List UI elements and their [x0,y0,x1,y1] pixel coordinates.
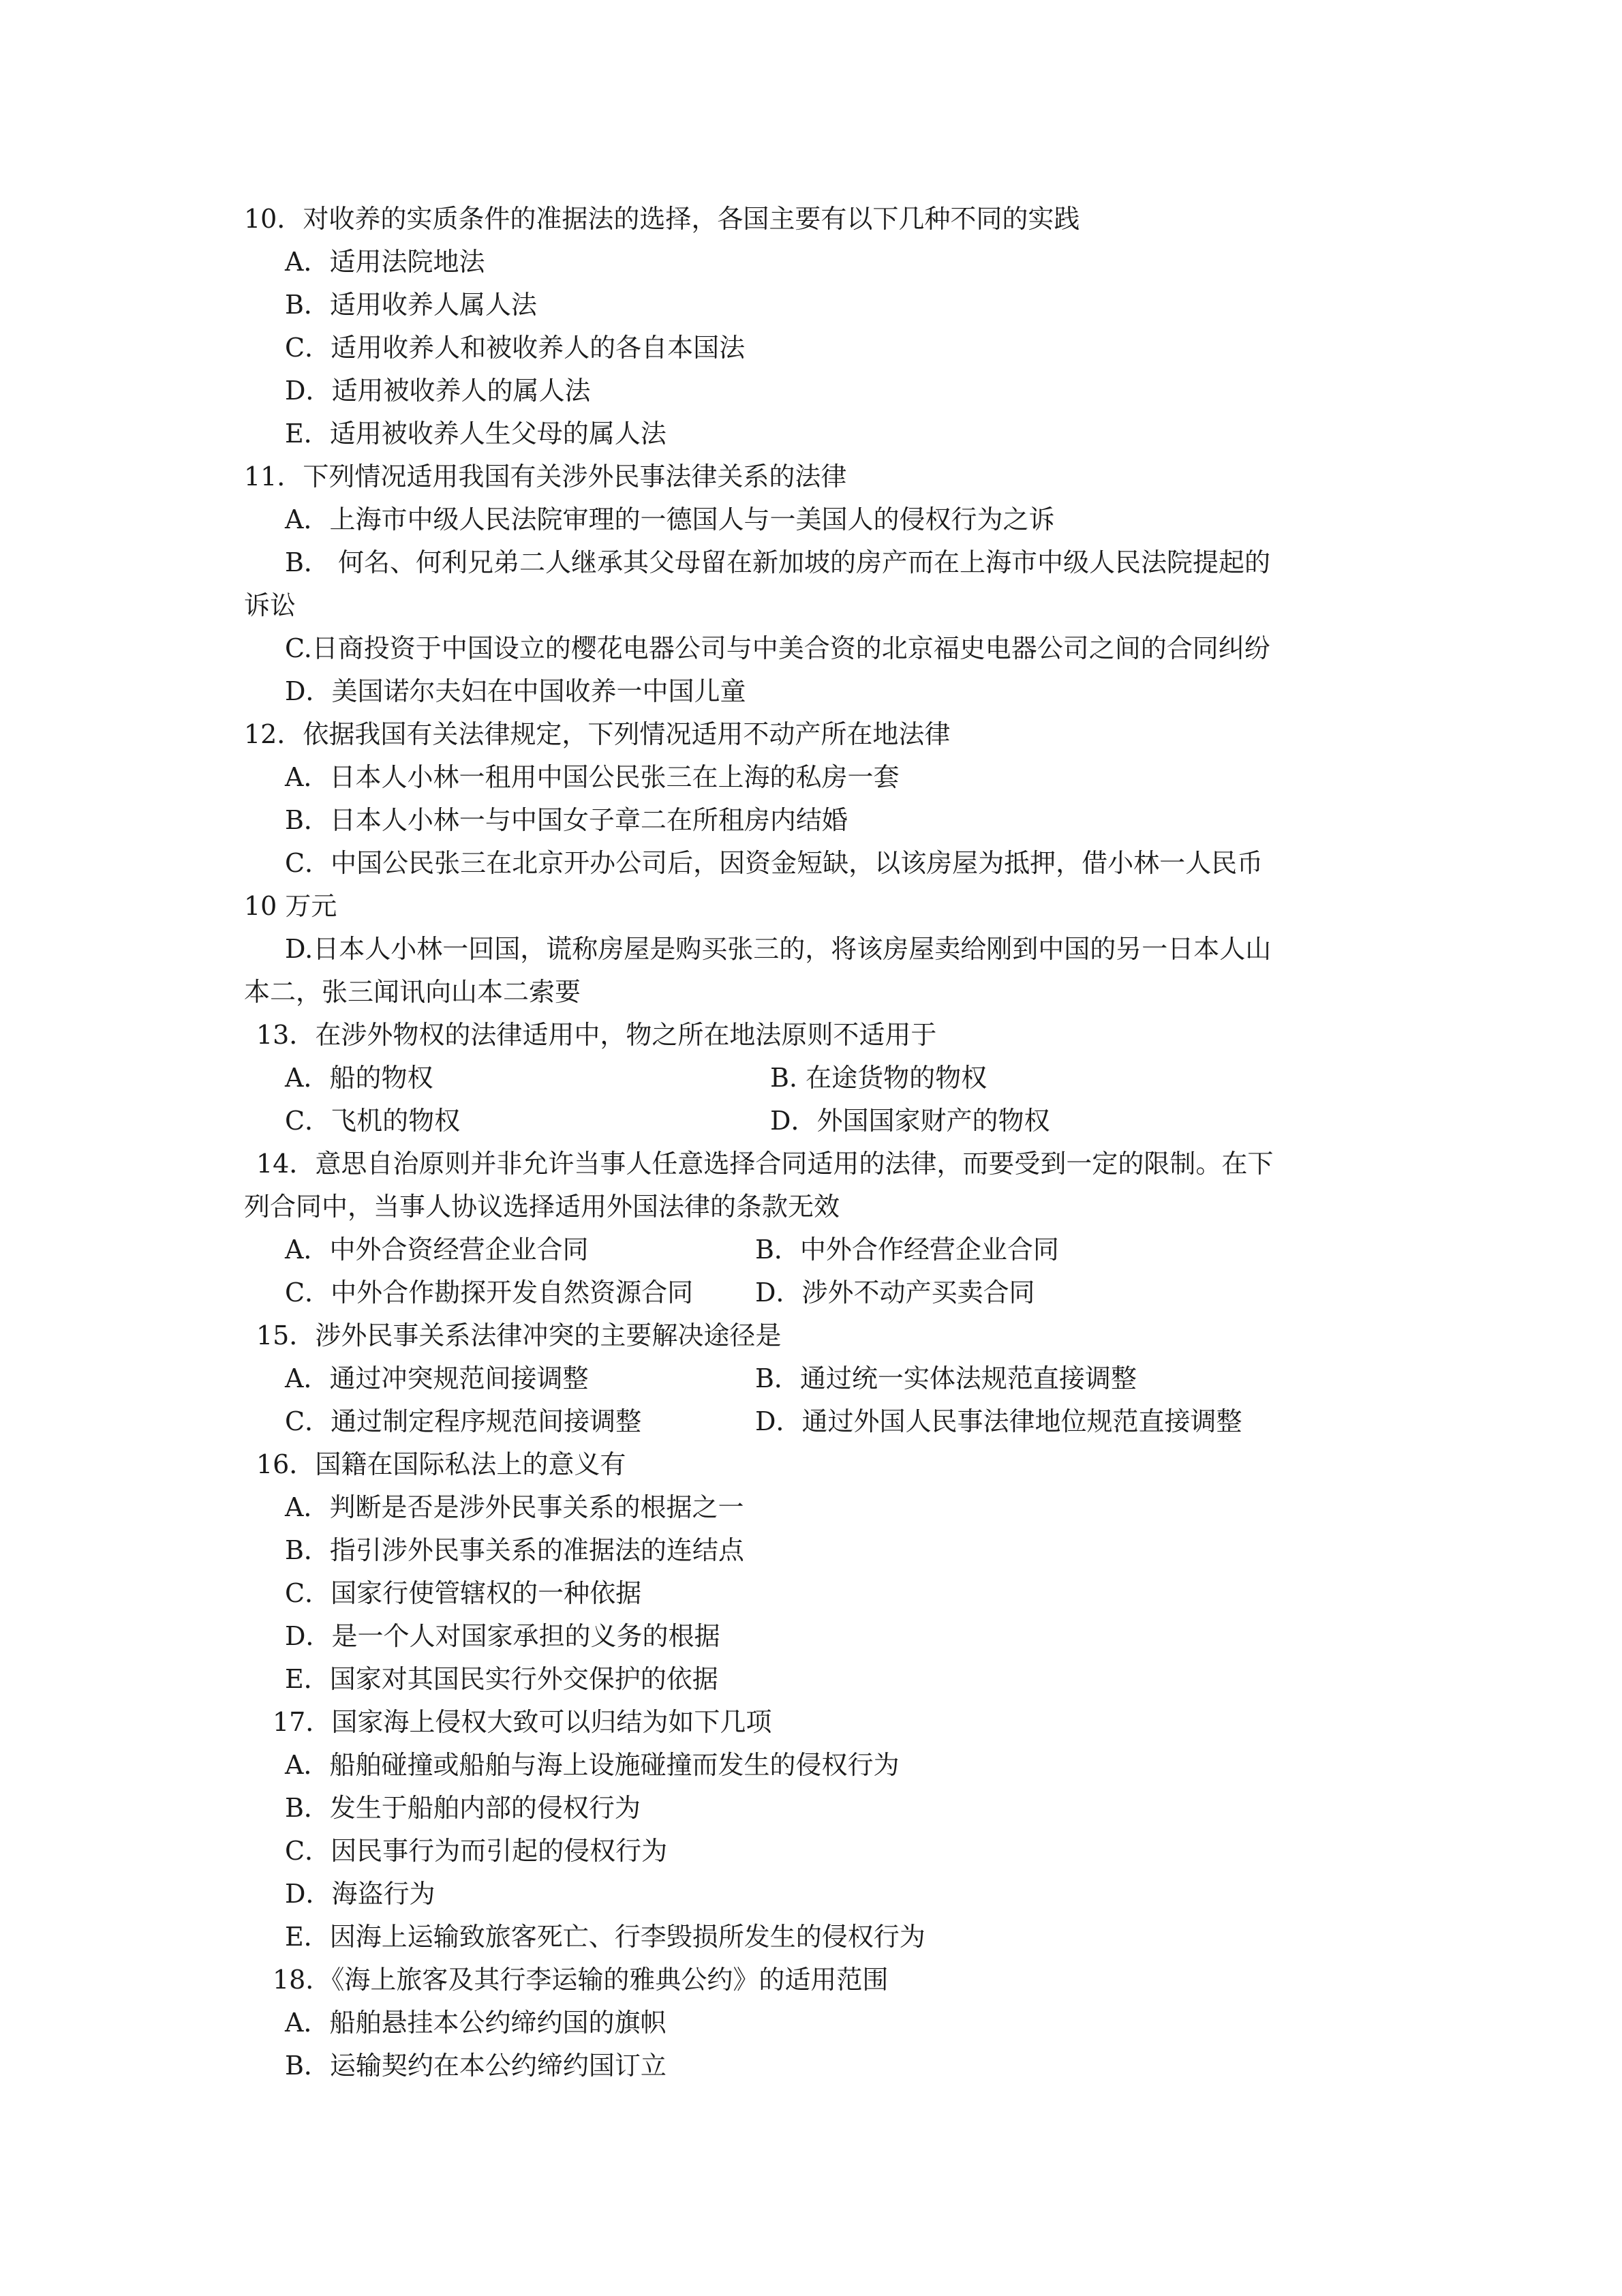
option-line [0,928,1622,970]
question-16 [0,1443,1622,1485]
continuation-line [0,885,1622,927]
option-c: C．通过制定程序规范间接调整 [285,1406,642,1436]
option-line [0,670,1622,712]
option-a: A．船的物权 [285,1063,433,1093]
question-text: 17．国家海上侵权大致可以归结为如下几项 [273,1707,772,1737]
option-e: E．国家对其国民实行外交保护的依据 [285,1664,718,1694]
option-line [0,2002,1622,2044]
option-line [0,498,1622,541]
option-line [0,1873,1622,1915]
option-line [0,756,1622,798]
question-13 [0,1014,1622,1056]
option-b: B．适用收养人属人法 [285,290,537,320]
question-15 [0,1314,1622,1357]
question-11 [0,455,1622,498]
option-line [0,799,1622,841]
option-line [0,1787,1622,1829]
option-row [0,1271,1622,1314]
option-line [0,284,1622,326]
option-line [0,369,1622,412]
question-text-continued: 列合同中，当事人协议选择适用外国法律的条款无效 [244,1192,840,1222]
option-row [0,1228,1622,1271]
question-text: 14．意思自治原则并非允许当事人任意选择合同适用的法律，而要受到一定的限制。在下 [256,1149,1274,1179]
option-row [0,1357,1622,1400]
option-c: C．飞机的物权 [285,1106,461,1136]
option-c: C.日商投资于中国设立的樱花电器公司与中美合资的北京福史电器公司之间的合同纠纷 [285,633,1270,663]
option-line [0,627,1622,669]
option-c: C．适用收养人和被收养人的各自本国法 [285,333,746,363]
option-a: A．船舶碰撞或船舶与海上设施碰撞而发生的侵权行为 [285,1750,900,1780]
option-e: E．因海上运输致旅客死亡、行李毁损所发生的侵权行为 [285,1922,925,1952]
option-line [0,1830,1622,1872]
continuation-line [0,971,1622,1013]
continuation-line [0,584,1622,626]
question-12 [0,713,1622,755]
option-line [0,541,1622,584]
option-d: D．适用被收养人的属人法 [285,376,591,406]
option-c: C．中国公民张三在北京开办公司后，因资金短缺，以该房屋为抵押，借小林一人民币 [285,848,1264,878]
option-row [0,1057,1622,1099]
option-line [0,1529,1622,1571]
option-a: A．通过冲突规范间接调整 [285,1363,589,1393]
option-c-continued: 10 万元 [244,891,337,921]
question-10 [0,198,1622,240]
option-c: C．中外合作勘探开发自然资源合同 [285,1278,694,1308]
question-text: 18．《海上旅客及其行李运输的雅典公约》的适用范围 [273,1965,889,1995]
option-b: B．通过统一实体法规范直接调整 [755,1363,1137,1393]
option-row [0,1100,1622,1142]
question-text: 13．在涉外物权的法律适用中，物之所在地法原则不适用于 [256,1020,937,1050]
option-line [0,2044,1622,2087]
option-line [0,842,1622,884]
option-b: B． 何名、何利兄弟二人继承其父母留在新加坡的房产而在上海市中级人民法院提起的 [285,547,1271,577]
question-17 [0,1701,1622,1743]
option-a: A．日本人小林一租用中国公民张三在上海的私房一套 [285,762,900,792]
option-line [0,1572,1622,1614]
option-c: C．因民事行为而引起的侵权行为 [285,1836,668,1866]
question-text: 11．下列情况适用我国有关涉外民事法律关系的法律 [244,462,847,492]
option-line [0,412,1622,455]
option-line [0,327,1622,369]
option-d: D.日本人小林一回国，谎称房屋是购买张三的，将该房屋卖给刚到中国的另一日本人山 [285,934,1272,964]
option-row [0,1400,1622,1442]
option-b: B．指引涉外民事关系的准据法的连结点 [285,1535,744,1565]
option-b-continued: 诉讼 [244,590,296,620]
option-d: D．涉外不动产买卖合同 [755,1278,1035,1308]
option-d: D．海盗行为 [285,1879,435,1909]
option-a: A．船舶悬挂本公约缔约国的旗帜 [285,2008,667,2038]
option-d: D．美国诺尔夫妇在中国收养一中国儿童 [285,676,746,706]
option-d: D．是一个人对国家承担的义务的根据 [285,1621,720,1651]
option-d: D．外国国家财产的物权 [770,1106,1050,1136]
question-text: 12．依据我国有关法律规定，下列情况适用不动产所在地法律 [244,719,951,749]
question-14 [0,1143,1622,1185]
option-a: A．中外合资经营企业合同 [285,1235,589,1265]
option-d: D．通过外国人民事法律地位规范直接调整 [755,1406,1242,1436]
option-b: B. 在途货物的物权 [770,1063,988,1093]
question-text: 10．对收养的实质条件的准据法的选择，各国主要有以下几种不同的实践 [244,204,1080,234]
option-c: C．国家行使管辖权的一种依据 [285,1578,642,1608]
option-a: A．上海市中级人民法院审理的一德国人与一美国人的侵权行为之诉 [285,504,1055,534]
continuation-line [0,1185,1622,1228]
option-line [0,1744,1622,1786]
option-b: B．中外合作经营企业合同 [755,1235,1059,1265]
option-b: B．发生于船舶内部的侵权行为 [285,1793,641,1823]
option-line [0,241,1622,283]
option-a: A．判断是否是涉外民事关系的根据之一 [285,1492,744,1522]
question-text: 16．国籍在国际私法上的意义有 [256,1449,626,1479]
option-line [0,1486,1622,1528]
option-line [0,1615,1622,1657]
question-text: 15．涉外民事关系法律冲突的主要解决途径是 [256,1320,782,1350]
option-d-continued: 本二，张三闻讯向山本二索要 [244,977,581,1007]
option-line [0,1916,1622,1958]
option-a: A．适用法院地法 [285,247,485,277]
option-line [0,1658,1622,1700]
option-b: B．日本人小林一与中国女子章二在所租房内结婚 [285,805,848,835]
question-18 [0,1959,1622,2001]
option-b: B．运输契约在本公约缔约国订立 [285,2051,667,2081]
option-e: E．适用被收养人生父母的属人法 [285,419,667,449]
